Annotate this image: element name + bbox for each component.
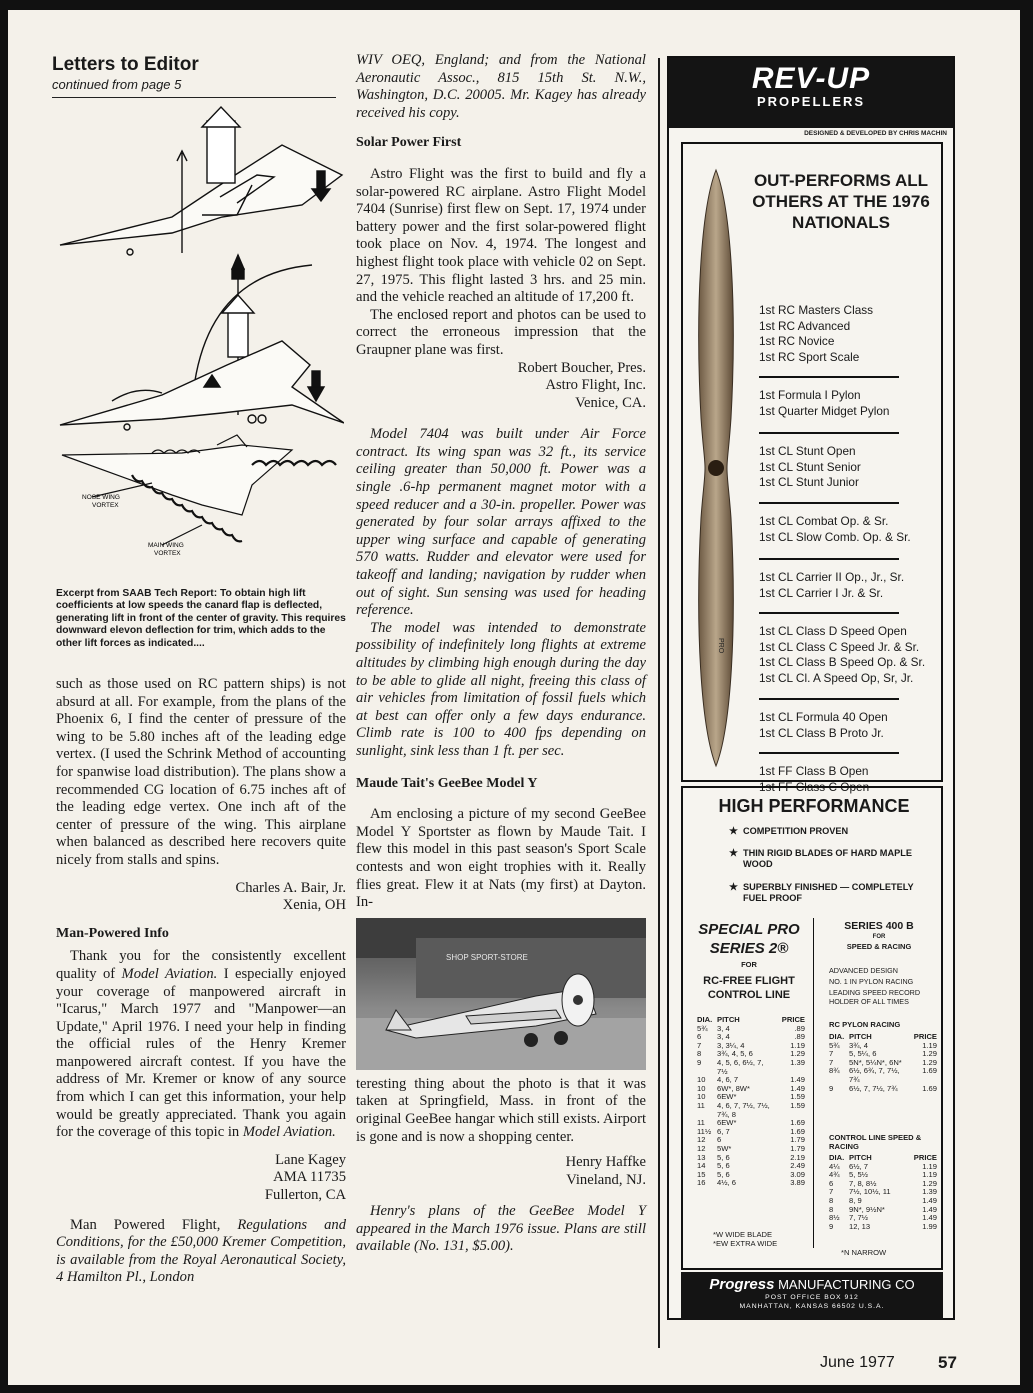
table-row: 5¾ 3¾, 4 1.19 [829,1040,937,1050]
win-group-rule [759,752,899,754]
geebee-letter-p1: Am enclosing a picture of my second GeeBee Model Y Sportster as flown by Maude Tait. I flew this model in this past season's Sport Scale contests and won eight trophies with it. Really flies great. Flew it at Nats (my first) at Dayton. In- [356,806,646,911]
table-row: 8½ 7, 7½ 1.49 [829,1213,937,1223]
table-header: DIA. PITCH PRICE [829,1032,937,1041]
win-item: 1st FF Class C Open [759,779,870,794]
propeller-image [691,168,741,768]
table-row: 10 6EW* 1.59 [697,1092,805,1102]
solar-signature-name: Robert Boucher, Pres. [517,359,646,376]
special-note-2: *EW EXTRA WIDE [713,1239,778,1248]
table-row: 12 5W* 1.79 [697,1143,805,1153]
win-item: 1st CL Slow Comb. Op. & Sr. [759,529,911,544]
section-subtitle: continued from page 5 [52,77,182,92]
manpowered-text-1: Thank you for the consistently excellent quality of [56,948,346,982]
table-row: 10 6W*, 8W* 1.49 [697,1083,805,1093]
nose-wing-label: NOSE WING [82,494,120,501]
manpowered-text-2: I especially enjoyed your coverage of manpowered aircraft in "Icarus," March 1977 and "Manpower—an Update," April 1976. I need your help in finding the official rules of the Henry Kremer manpowered aircraft contest. If you have the address of Mr. Kremer or know of any source from which I can get this information, your help would be greatly appreciated. Thank you again for the coverage of this topic in [56,965,346,1141]
table-row: 11 4, 6, 7, 7½, 7½, 7¾, 8 1.59 [697,1100,805,1119]
win-group-rule [759,502,899,504]
section-title: Letters to Editor [52,54,199,75]
table-row: 9 6½, 7, 7½, 7¾ 1.69 [829,1083,937,1093]
ad-headline: OUT-PERFORMS ALL OTHERS AT THE 1976 NATIONALS [752,171,930,232]
win-group [759,624,949,686]
geebee-photo [356,918,646,1070]
high-performance-box [681,786,943,1270]
special-pro-for: FOR [741,960,757,969]
win-item: 1st CL Stunt Senior [759,459,861,474]
geebee-signature-name: Henry Haffke [565,1154,646,1171]
special-pro-price-table [697,1016,809,1188]
table-row: 15 5, 6 3.09 [697,1169,805,1179]
win-item: 1st CL Class B Speed Op. & Sr. [759,655,926,669]
ad-tagline: PROPELLERS [756,94,866,109]
geebee-photo-art [356,918,646,1070]
star-icon: ★ [729,882,738,893]
geebee-editor-note: Henry's plans of the GeeBee Model Y appeared in the March 1976 issue. Plans are still available (No. 131, $5.00). [356,1203,646,1255]
vortex-label-1: VORTEX [92,502,119,509]
win-item: 1st CL Combat Op. & Sr. [759,514,889,528]
price-divider [813,918,814,1248]
win-group-rule [759,432,899,434]
win-group [759,710,949,741]
win-group [759,303,949,365]
win-item: 1st CL Carrier I Jr. & Sr. [759,585,884,600]
ad-credit: DESIGNED & DEVELOPED BY CHRIS MACHIN [804,130,947,137]
pylon-price-table [829,1033,941,1093]
manpowered-letter-body [56,948,346,1142]
editor-reply-continued: WIV OEQ, England; and from the National Aeronautic Assoc., 815 15th St. N.W., Washington, D.C. 20005. Mr. Kagey has already received his copy. [356,52,646,121]
series400-for: FOR [872,934,886,940]
cl-note: *N NARROW [841,1248,887,1257]
win-item: 1st Quarter Midget Pylon [759,403,890,418]
progress-address: POST OFFICE BOX 912 MANHATTAN, KANSAS 66502 U.S.A. [739,1294,885,1310]
table-row: 4¼ 6½, 7 1.19 [829,1161,937,1171]
aircraft-top-drawing [60,107,342,255]
kagey-signature-place: Fullerton, CA [264,1187,346,1204]
win-item: 1st CL Class D Speed Open [759,624,907,638]
kagey-signature-ama: AMA 11735 [273,1169,346,1186]
table-row: 5¾ 3, 4 .89 [697,1023,805,1033]
special-note-1: *W WIDE BLADE [713,1230,773,1239]
table-row: 8¾ 6½, 6¾, 7, 7½, 7¾ 1.69 [829,1066,937,1084]
bair-letter-body: such as those used on RC pattern ships) is not absurd at all. For example, from the plans of the Phoenix 6, I find the center of pressure of the wing to be 5.80 inches aft of the leading edge vertex. (I used the Schrink Method of accounting for spanwise load distribution). The plans show a recommended CG location of 6.75 inches aft of the leading edge vertex. One inch aft of the center of pressure of the wing. This airplane when balanced as described here recovers quite nicely from stalls and spins. [56,676,346,868]
win-item: 1st CL Stunt Open [759,444,856,458]
feature-2: ★ THIN RIGID BLADES OF HARD MAPLE WOOD [729,848,912,869]
cl-title: CONTROL LINE SPEED & RACING [829,1133,922,1151]
table-row: 12 6 1.79 [697,1135,805,1145]
hangar-sign: SHOP SPORT-STORE [446,952,528,962]
page-number: 57 [938,1353,957,1372]
letters-column-1 [56,676,346,1287]
win-item: 1st CL Stunt Junior [759,475,859,489]
table-row: 16 4½, 6 3.89 [697,1178,805,1188]
solar-letter-p1: Astro Flight was the first to build and fly a solar-powered RC airplane. Astro Flight Model 7404 (Sunrise) first flew on Sept. 17, 1974 under battery power and the first solar-powered flight took place on Nov. 4, 1974. The longest and highest flight took place with vehicle 02 on Sept. 27, 1975. This flight lasted 3 hrs. and 25 min. and the vehicle reached an altitude of 17,200 ft. [356,165,646,306]
table-row: 6 3, 4 .89 [697,1032,805,1042]
win-group [759,570,949,601]
aircraft-vortex-drawing [62,435,336,545]
hp-title: HIGH PERFORMANCE [718,796,910,816]
table-row: 11 6EW* 1.69 [697,1118,805,1128]
table-row: 14 5, 6 2.49 [697,1161,805,1171]
issue-date: June 1977 [820,1354,895,1371]
win-item: 1st CL Class C Speed Jr. & Sr. [759,639,920,654]
title-rule [52,97,336,98]
table-row: 7 3, 3¼, 4 1.19 [697,1040,805,1050]
table-row: 4¾ 5, 5½ 1.19 [829,1170,937,1180]
solar-letter-p2: The enclosed report and photos can be used to correct the erroneous impression that the Graupner plane was first. [356,306,646,358]
cl-price-table [829,1154,941,1231]
table-row: 7 5, 5¼, 6 1.29 [829,1049,937,1059]
table-row: 8 3¾, 4, 5, 6 1.29 [697,1049,805,1059]
table-row: 7 7½, 10½, 11 1.39 [829,1187,937,1197]
kagey-signature-name: Lane Kagey [275,1151,346,1168]
progress-mfg-footer [681,1272,943,1320]
geebee-heading: Maude Tait's GeeBee Model Y [356,775,538,791]
win-item: 1st RC Sport Scale [759,349,860,364]
solar-editor-note-2: The model was intended to demonstrate possibility of indefinitely long flights at extreme altitudes by climbing high enough during the day to be able to glide all night, freeing this class of air vehicles from limitation of fossil fuels which at best can offer only a few days endurance. Climb rate is 100 to 400 fps depending on sunlight, sink less than 1 ft. per sec. [356,619,646,759]
table-row: 11½ 6, 7 1.69 [697,1126,805,1136]
win-item: 1st Formula I Pylon [759,388,861,402]
bair-signature-place: Xenia, OH [282,897,346,914]
series400-sub: SPEED & RACING [846,942,912,951]
series400-note-1: ADVANCED DESIGN [829,966,898,975]
letters-column-2 [356,52,646,1256]
win-group [759,514,949,545]
bair-signature-name: Charles A. Bair, Jr. [235,879,346,896]
feature-1: ★ COMPETITION PROVEN [729,826,849,837]
main-wing-label: MAIN WING [148,542,184,549]
series400-note-2: NO. 1 IN PYLON RACING [829,977,914,986]
series400-title: SERIES 400 B [844,920,914,932]
revup-advertisement [667,56,955,1320]
win-group-rule [759,698,899,700]
table-row: 8 9N*, 9½N* 1.49 [829,1204,937,1214]
series400-note-3: LEADING SPEED RECORD HOLDER OF ALL TIMES [829,988,921,1006]
magazine-name-2: Model Aviation. [242,1124,336,1141]
win-item: 1st CL Carrier II Op., Jr., Sr. [759,570,905,584]
magazine-page [8,10,1020,1385]
vortex-label-2: VORTEX [154,550,181,557]
ad-header [669,58,953,128]
win-group-rule [759,558,899,560]
solar-editor-note-1: Model 7404 was built under Air Force contract. Its wing span was 32 ft., its service ceiling greater than 50,000 ft. Power was a single .6-hp permanent magnet motor with a speed reducer and a 30-in. propeller. Power was generated by four solar arrays affixed to the upper wing surface and capable of generating 570 watts. Rudder and elevator were used for takeoff and landing; navigation by rudder when out of sight. Sun sensing was used for heading reference. [356,426,646,619]
pylon-title: RC PYLON RACING [829,1020,901,1029]
win-item: 1st CL Class B Proto Jr. [759,725,884,740]
table-row: 7 5N*, 5¼N*, 6N* 1.29 [829,1057,937,1067]
special-pro-line: RC-FREE FLIGHT CONTROL LINE [703,975,795,1001]
geebee-signature-place: Vineland, NJ. [566,1171,646,1188]
win-item: 1st FF Class B Open [759,764,869,778]
win-item: 1st CL Cl. A Speed Op, Sr, Jr. [759,670,914,685]
column-divider [658,58,660,1348]
table-row: 9 4, 5, 6, 6½, 7, 7½ 1.39 [697,1057,805,1076]
feature-3: ★ SUPERBLY FINISHED — COMPLETELY FUEL PROOF [729,882,914,903]
editor-reply-title: Man Powered Flight, [70,1216,238,1233]
propeller-mark: PRO [717,638,724,654]
saab-canard-diagram [52,105,344,585]
ad-brand: REV-UP [751,62,871,95]
solar-signature-company: Astro Flight, Inc. [545,377,646,394]
editor-reply-kremer [56,1217,346,1287]
table-row: 9 12, 13 1.99 [829,1221,937,1231]
win-group-rule [759,376,899,378]
table-row: 6 7, 8, 8½ 1.29 [829,1178,937,1188]
win-item: 1st CL Formula 40 Open [759,710,888,724]
editor-reply-body: Regulations and Conditions, for the £50,000 Kremer Competition, is available from the Royal Aeronautical Society, 4 Hamilton Pl., London [56,1216,346,1286]
magazine-name-1: Model Aviation. [121,965,218,982]
win-item: 1st RC Masters Class [759,303,874,317]
table-header: DIA. PITCH PRICE [829,1153,937,1162]
table-row: 13 5, 6 2.19 [697,1152,805,1162]
solar-signature-place: Venice, CA. [575,394,646,411]
star-icon: ★ [729,826,738,837]
aircraft-mid-drawing [60,255,344,430]
win-group [759,444,949,491]
win-group-rule [759,612,899,614]
solar-heading: Solar Power First [356,135,462,151]
figure-caption: Excerpt from SAAB Tech Report: To obtain high lift coefficients at low speeds the canard flap is deflected, generating lift in front of the center of gravity. This requires downward elevon deflection for trim, which adds to the other lift forces as indicated.... [56,588,346,649]
geebee-letter-p2: teresting thing about the photo is that it was taken at Springfield, Mass. in front of the original GeeBee hangar which still exists. Airport is gone and is now a shopping center. [356,1075,646,1145]
table-row: 8 8, 9 1.49 [829,1195,937,1205]
special-pro-title: SPECIAL PRO SERIES 2® [698,921,800,957]
win-group [759,388,949,419]
table-row: 10 4, 6, 7 1.49 [697,1075,805,1085]
star-icon: ★ [729,848,738,859]
progress-name: Progress MANUFACTURING CO [709,1276,915,1293]
manpowered-heading: Man-Powered Info [56,925,169,941]
win-item: 1st RC Advanced [759,318,851,333]
table-header: DIA. PITCH PRICE [697,1015,805,1024]
win-item: 1st RC Novice [759,334,835,348]
